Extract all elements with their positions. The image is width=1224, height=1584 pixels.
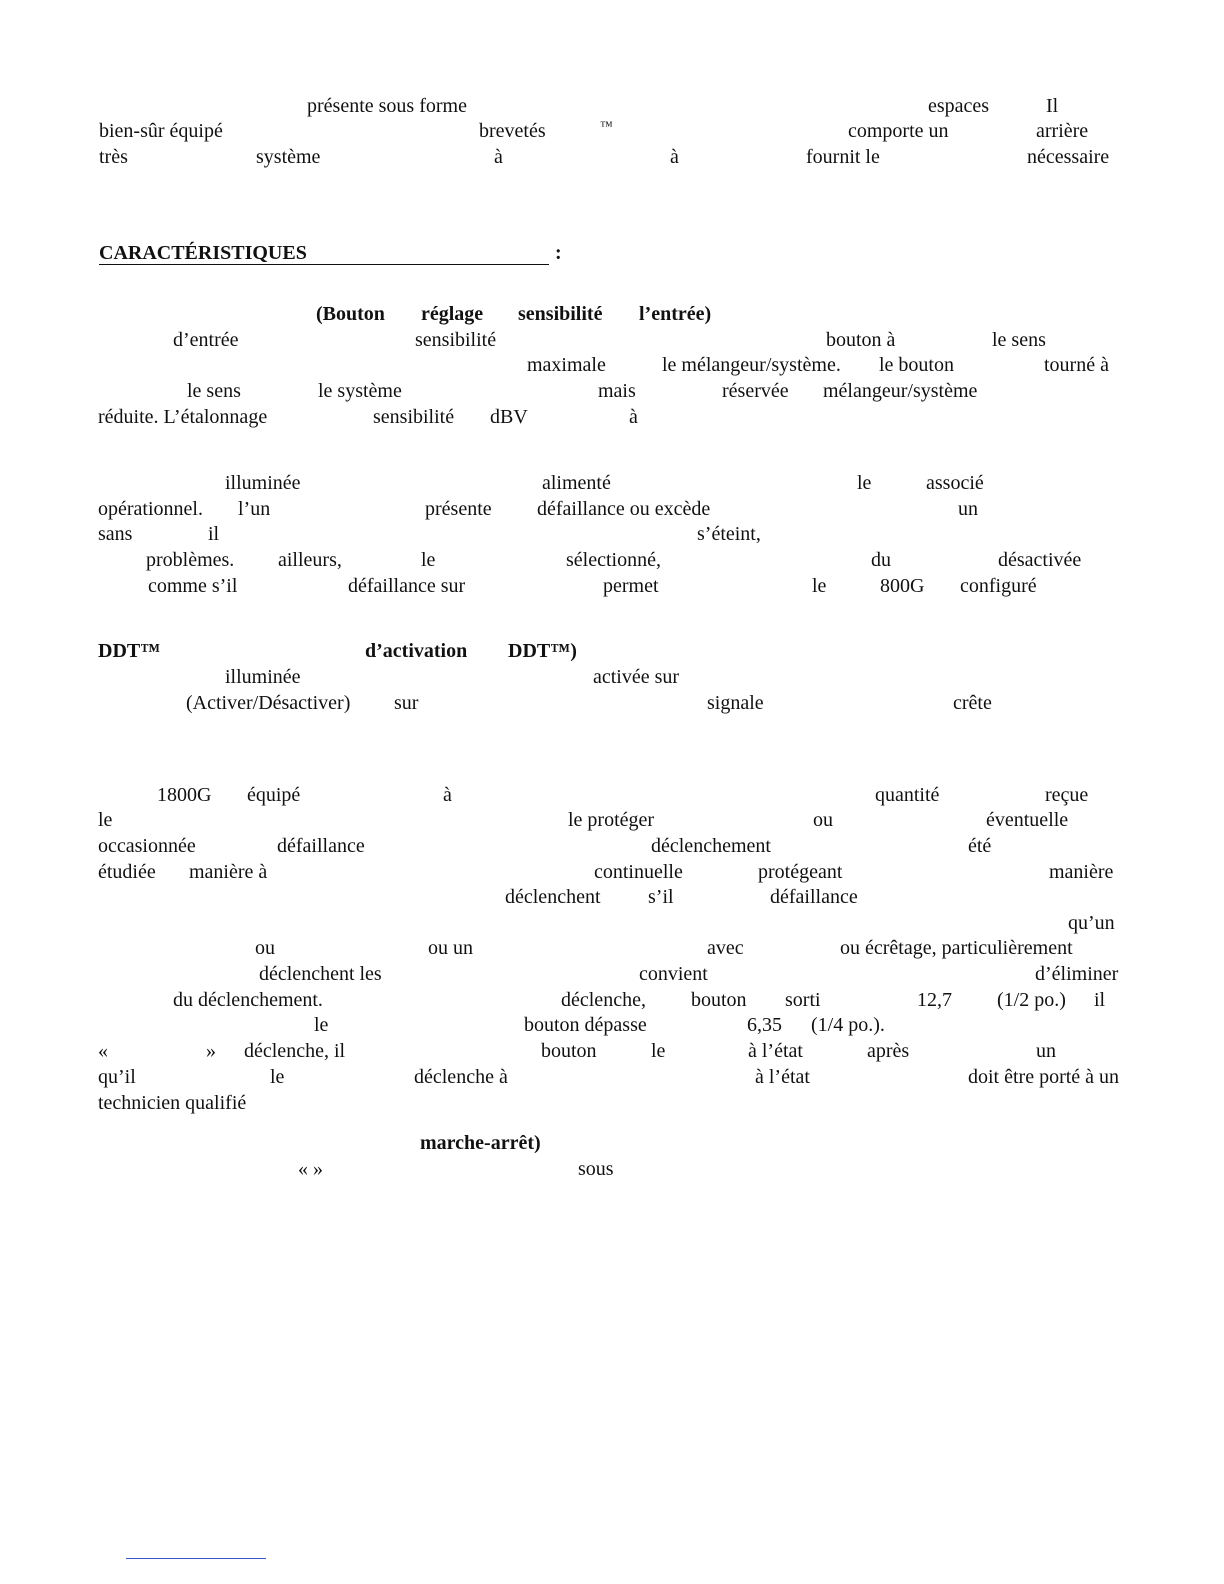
sensitivity-text: à	[629, 406, 638, 428]
status-text: l’un	[238, 498, 271, 520]
protection-text: été	[968, 835, 992, 857]
protection-text: du déclenchement.	[173, 989, 323, 1011]
protection-text: étudiée	[98, 861, 156, 883]
intro-text: Il	[1046, 95, 1059, 117]
protection-text: ou un	[428, 937, 473, 959]
protection-text: (1/4 po.).	[811, 1014, 885, 1036]
sensitivity-title: sensibilité	[518, 303, 603, 325]
protection-text: le protéger	[568, 809, 655, 831]
status-text: présente	[425, 498, 492, 520]
sensitivity-title: l’entrée)	[639, 303, 712, 325]
sensitivity-text: mais	[598, 380, 636, 402]
protection-text: défaillance	[770, 886, 858, 908]
sensitivity-text: bouton à	[826, 329, 896, 351]
protection-text: le	[98, 809, 113, 831]
footnote-separator	[126, 1558, 266, 1559]
protection-text: technicien qualifié	[98, 1092, 247, 1114]
intro-text: présente sous forme	[307, 95, 467, 117]
sensitivity-text: le bouton	[879, 354, 954, 376]
intro-text: à	[670, 146, 679, 168]
section-heading-title: CARACTÉRISTIQUES	[99, 243, 549, 265]
sensitivity-text: le système	[318, 380, 402, 402]
intro-text: espaces	[928, 95, 990, 117]
intro-text: bien-sûr équipé	[99, 120, 223, 142]
protection-text: «	[98, 1040, 108, 1062]
ddt-title: DDT™)	[508, 640, 577, 662]
status-text: permet	[603, 575, 659, 597]
status-text: défaillance sur	[348, 575, 466, 597]
sensitivity-text: dBV	[490, 406, 528, 428]
status-text: un	[958, 498, 978, 520]
status-text: illuminée	[225, 472, 301, 494]
status-text: 800G	[880, 575, 925, 597]
protection-text: reçue	[1045, 784, 1089, 806]
status-text: désactivée	[998, 549, 1082, 571]
section-heading	[99, 243, 562, 265]
ddt-title: DDT™	[98, 640, 161, 662]
ddt-text: activée sur	[593, 666, 680, 688]
status-text: s’éteint,	[697, 523, 761, 545]
sensitivity-text: d’entrée	[173, 329, 239, 351]
protection-text: d’éliminer	[1035, 963, 1119, 985]
protection-text: à l’état	[748, 1040, 803, 1062]
protection-text: occasionnée	[98, 835, 196, 857]
sensitivity-text: sensibilité	[415, 329, 497, 351]
status-text: le	[857, 472, 872, 494]
protection-text: défaillance	[277, 835, 365, 857]
sensitivity-text: réservée	[722, 380, 789, 402]
protection-text: manière à	[189, 861, 268, 883]
protection-text: le	[314, 1014, 329, 1036]
sensitivity-text: tourné à	[1044, 354, 1109, 376]
protection-text: 1800G	[157, 784, 212, 806]
protection-text: déclenchent	[505, 886, 601, 908]
protection-text: manière	[1049, 861, 1114, 883]
protection-text: ou	[255, 937, 275, 959]
protection-text: qu’un	[1068, 912, 1115, 934]
protection-text: bouton	[541, 1040, 597, 1062]
status-text: comme s’il	[148, 575, 238, 597]
ddt-text: crête	[953, 692, 992, 714]
protection-text: 6,35	[747, 1014, 782, 1036]
intro-text: comporte un	[848, 120, 949, 142]
sensitivity-text: le mélangeur/système.	[662, 354, 841, 376]
status-text: le	[421, 549, 436, 571]
section-heading-colon: :	[555, 242, 562, 264]
protection-text: »	[206, 1040, 216, 1062]
protection-text: à l’état	[755, 1066, 810, 1088]
protection-text: équipé	[247, 784, 301, 806]
protection-text: il	[1094, 989, 1106, 1011]
protection-text: le	[270, 1066, 285, 1088]
intro-text: fournit le	[806, 146, 880, 168]
intro-text: arrière	[1036, 120, 1089, 142]
protection-text: après	[867, 1040, 910, 1062]
protection-text: convient	[639, 963, 708, 985]
status-text: il	[208, 523, 220, 545]
status-text: le	[812, 575, 827, 597]
status-text: sans	[98, 523, 133, 545]
protection-text: le	[651, 1040, 666, 1062]
ddt-text: signale	[707, 692, 764, 714]
power-text: « »	[298, 1158, 323, 1180]
intro-text: à	[494, 146, 503, 168]
power-text: sous	[578, 1158, 614, 1180]
trademark-symbol: ™	[600, 118, 613, 133]
status-text: ailleurs,	[278, 549, 342, 571]
protection-text: protégeant	[758, 861, 843, 883]
protection-text: déclenche, il	[244, 1040, 346, 1062]
sensitivity-title: réglage	[421, 303, 484, 325]
protection-text: continuelle	[594, 861, 683, 883]
ddt-text: (Activer/Désactiver)	[186, 692, 351, 714]
protection-text: 12,7	[917, 989, 952, 1011]
protection-text: déclenchement	[651, 835, 771, 857]
intro-text: brevetés	[479, 120, 546, 142]
protection-text: avec	[707, 937, 744, 959]
protection-text: bouton	[691, 989, 747, 1011]
protection-text: qu’il	[98, 1066, 136, 1088]
ddt-text: illuminée	[225, 666, 301, 688]
intro-text: très	[99, 146, 128, 168]
protection-text: ou	[813, 809, 833, 831]
protection-text: un	[1036, 1040, 1056, 1062]
sensitivity-text: le sens	[187, 380, 241, 402]
sensitivity-text: mélangeur/système	[823, 380, 978, 402]
protection-text: déclenchent les	[259, 963, 382, 985]
protection-text: ou écrêtage, particulièrement	[840, 937, 1073, 959]
sensitivity-text: maximale	[527, 354, 606, 376]
status-text: opérationnel.	[98, 498, 203, 520]
status-text: problèmes.	[146, 549, 235, 571]
sensitivity-title: (Bouton	[316, 303, 385, 325]
protection-text: doit être porté à un	[968, 1066, 1120, 1088]
status-text: sélectionné,	[566, 549, 661, 571]
power-title: marche-arrêt)	[420, 1132, 541, 1154]
status-text: alimenté	[542, 472, 611, 494]
ddt-text: sur	[394, 692, 419, 714]
intro-text: nécessaire	[1027, 146, 1110, 168]
protection-text: bouton dépasse	[524, 1014, 647, 1036]
status-text: configuré	[960, 575, 1037, 597]
sensitivity-text: réduite. L’étalonnage	[98, 406, 268, 428]
protection-text: déclenche,	[561, 989, 646, 1011]
intro-text: système	[256, 146, 321, 168]
ddt-title: d’activation	[365, 640, 468, 662]
protection-text: (1/2 po.)	[997, 989, 1066, 1011]
protection-text: déclenche à	[414, 1066, 508, 1088]
protection-text: à	[443, 784, 452, 806]
protection-text: sorti	[785, 989, 821, 1011]
status-text: associé	[926, 472, 984, 494]
protection-text: éventuelle	[986, 809, 1069, 831]
status-text: défaillance ou excède	[537, 498, 711, 520]
status-text: du	[871, 549, 891, 571]
sensitivity-text: sensibilité	[373, 406, 455, 428]
protection-text: s’il	[648, 886, 674, 908]
protection-text: quantité	[875, 784, 940, 806]
sensitivity-text: le sens	[992, 329, 1046, 351]
